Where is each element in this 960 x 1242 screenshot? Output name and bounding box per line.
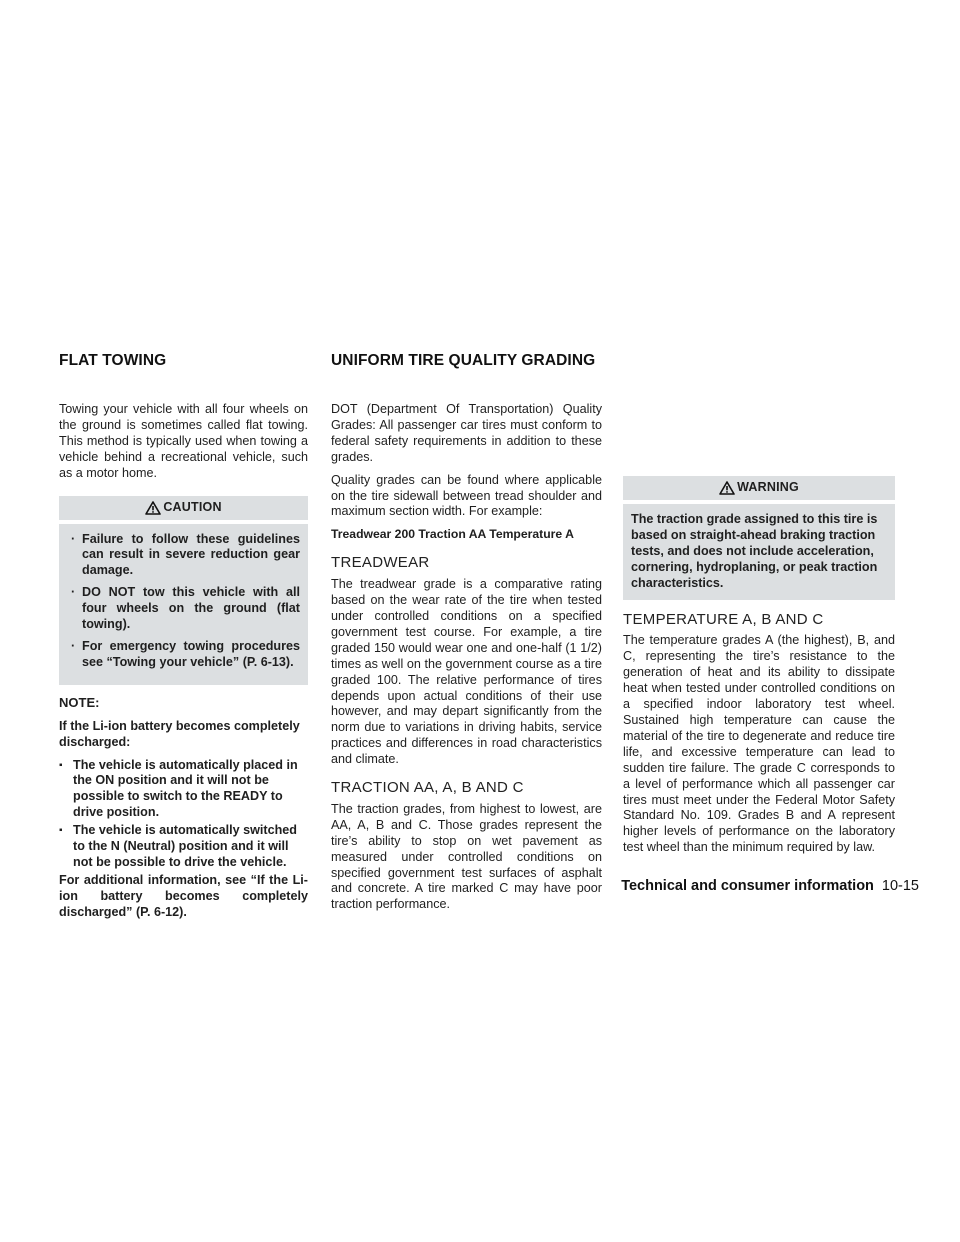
warning-box: [623, 476, 895, 600]
note-label: NOTE:: [59, 694, 100, 710]
treadwear-heading: TREADWEAR: [331, 554, 430, 572]
caution-item: · DO NOT tow this vehicle with all four wheels on the ground (flat towing).: [67, 585, 300, 633]
note-lead: If the Li-ion battery becomes completely discharged:: [59, 718, 300, 749]
traction-text: The traction grades, from highest to lowest, are AA, A, B and C. Those grades represent the tire’s ability to stop on wet pavement as measured under controlled conditions on specified government test surfaces of asphalt and concrete. A tire marked C may have poor traction performance.: [331, 801, 602, 912]
note-item: ▪ The vehicle is automatically placed in the ON position and it will not be possible to switch to the READY to drive position.: [59, 758, 308, 822]
column-2: [331, 402, 602, 920]
note-more: For additional information, see “If the Li-ion battery becomes completely discharged” (P. 6-12).: [59, 872, 308, 919]
utqg-example: Treadwear 200 Traction AA Temperature A: [331, 527, 574, 542]
column-1: [59, 402, 308, 928]
warning-triangle-icon: [719, 481, 735, 495]
flat-towing-intro: Towing your vehicle with all four wheels on the ground is sometimes called flat towing. This method is typically used when towing a vehicle behind a recreational vehicle, such as a motor home.: [59, 402, 308, 480]
treadwear-text: The treadwear grade is a comparative rating based on the wear rate of the tire when tested under controlled conditions on a specified government test course. For example, a tire graded 150 would wear one and one-half (1 1/2) times as well on the government course as a tire graded 100. The relative performance of tires depends upon actual conditions of their use however, and may depart significantly from the norm due to variations in driving habits, service practices and differences in road characteristics and climate.: [331, 577, 602, 767]
temperature-heading: TEMPERATURE A, B AND C: [623, 610, 824, 628]
warning-label: WARNING: [737, 480, 799, 495]
warning-text: The traction grade assigned to this tire is based on straight-ahead braking traction tests, and does not include acceleration, cornering, hydroplaning, or peak traction characteristics.: [631, 512, 878, 590]
note-item: ▪ The vehicle is automatically switched to the N (Neutral) position and it will not be possible to drive the vehicle.: [59, 823, 308, 871]
utqg-location: Quality grades can be found where applicable on the tire sidewall between tread shoulder and maximum section width. For example:: [331, 472, 602, 519]
caution-label: CAUTION: [163, 499, 222, 514]
caution-item: · Failure to follow these guidelines can result in severe reduction gear damage.: [67, 532, 300, 580]
flat-towing-heading: FLAT TOWING: [59, 352, 167, 369]
warning-header: [623, 476, 895, 500]
note-list: [59, 758, 308, 871]
column-3: [623, 402, 895, 863]
footer-section: Technical and consumer information: [621, 878, 874, 894]
caution-item: · For emergency towing procedures see “Towing your vehicle” (P. 6-13).: [67, 639, 300, 671]
page-number: 10-15: [881, 878, 919, 894]
traction-heading: TRACTION AA, A, B AND C: [331, 779, 524, 797]
warning-triangle-icon: [145, 501, 161, 515]
utqg-intro: DOT (Department Of Transportation) Quality Grades: All passenger car tires must conform to federal safety requirements in addition to these grades.: [331, 402, 602, 464]
page-footer: [621, 878, 919, 894]
caution-box: [59, 496, 308, 685]
temperature-text: The temperature grades A (the highest), B, and C, representing the tire’s resistance to the generation of heat and its ability to dissipate heat when tested under controlled conditions on a specified indoor laboratory test wheel. Sustained high temperature can cause the material of the tire to degenerate and reduce tire life, and excessive temperature can lead to sudden tire failure. The grade C corresponds to a level of performance which all passenger car tires must meet under the Federal Motor Safety Standard No. 109. Grades B and A represent higher levels of performance on the laboratory test wheel than the minimum required by law.: [623, 633, 895, 855]
caution-header: [59, 496, 308, 520]
caution-list: [67, 532, 300, 671]
utqg-heading: UNIFORM TIRE QUALITY GRADING: [331, 352, 596, 369]
